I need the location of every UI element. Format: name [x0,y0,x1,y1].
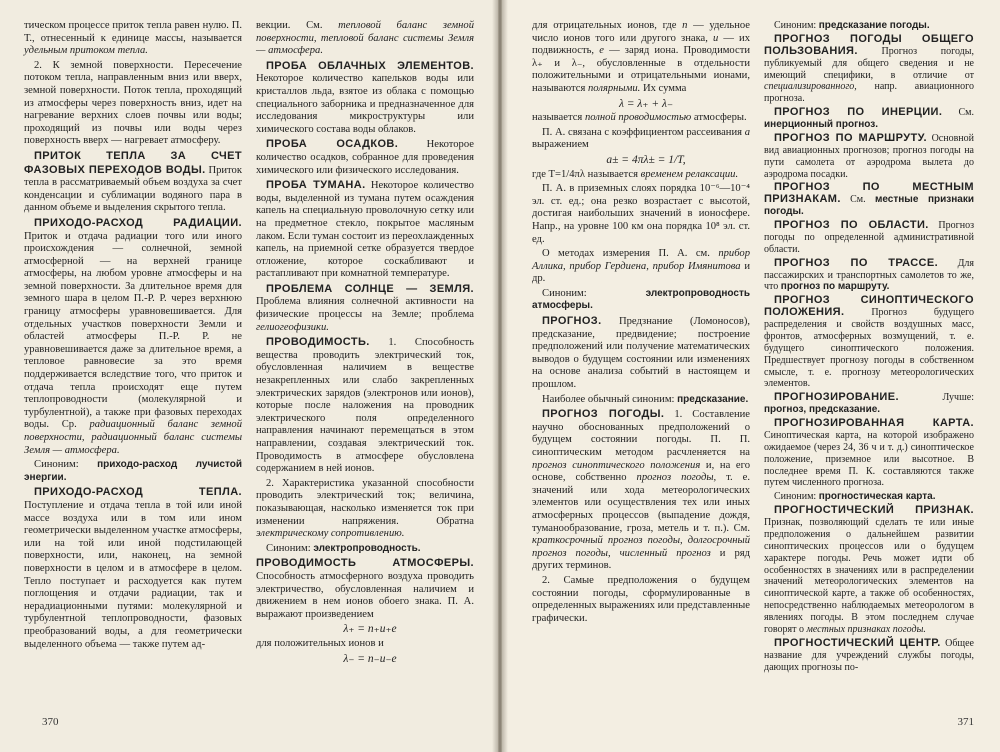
entry-heading: ПРОГНОСТИЧЕСКИЙ ЦЕНТР. [774,636,941,649]
entry-heading: ПРОВОДИМОСТЬ. [266,336,370,349]
entry-text: П. А. связана с коэффициентом рассеивания a выражением [532,126,750,151]
entry-heading: ПРОБА ОБЛАЧНЫХ ЭЛЕМЕНТОВ. [266,59,474,72]
entry-text: 2. Характеристика указанной способности проводить электрический ток; величина, показывающая, насколько изменяется ток при изменении напряжения. Обратна электрическому сопротивлению. [256,477,474,540]
page-number: 370 [42,716,59,728]
entry: ПРОГНОЗИРОВАННАЯ КАРТА. Синоптическая карта, на которой изображено ожидаемое (через 24, 36 ч и т. д.) синоптическое положение, приземное или высотное. В последнее время П. К. составляются также путем численного прогноза. [764,417,974,489]
formula: λ = λ₊ + λ₋ [618,97,674,110]
entry-heading: ПРИХОДО-РАСХОД ТЕПЛА. [34,486,242,499]
entry: ПРОВОДИМОСТЬ АТМОСФЕРЫ. Способность атмосферного воздуха проводить электричество, обусловленная наличием и движением в нем ионов обоего знака. П. А. выражают произведением [256,557,474,620]
book-gutter [492,0,508,752]
entry: ПРОГНОЗ ПОГОДЫ ОБЩЕГО ПОЛЬЗОВАНИЯ. Прогноз погоды, публикуемый для общего сведения и не имеющий специфики, в отличие от специализированного, напр. авиационного прогноза. [764,32,974,105]
entry-heading: ПРОГНОЗ ПО ИНЕРЦИИ. [774,106,943,119]
entry: ПРОВОДИМОСТЬ. 1. Способность вещества проводить электрический ток, обусловленная наличием в веществе незакрепленных или слабо закрепленных электрических зарядов (электронов или ионов), которые после наложения на проводник электрического поля определенного направления начинают перемещаться в этом направлении, создавая электрический ток. Проводимость в атмосфере обусловлена содержанием в ней ионов. [256,336,474,475]
entry-text: где T=1/4πλ называется временем релаксации. [532,168,739,180]
entry: ПРОБЛЕМА СОЛНЦЕ — ЗЕМЛЯ. Проблема влияния солнечной активности на физические процессы на Земле; проблема гелиогеофизики. [256,282,474,333]
entry-heading: ПРОБА ТУМАНА. [266,179,366,192]
entry: ПРОБА ОСАДКОВ. Некоторое количество осадков, собранное для проведения химического или физического исследования. [256,138,474,176]
entry-heading: ПРОГНОЗ ПОГОДЫ. [542,408,665,421]
entry-heading: ПРОГНОСТИЧЕСКИЙ ПРИЗНАК. [774,504,974,517]
entry: ПРИХОДО-РАСХОД ТЕПЛА. Поступление и отдача тепла в той или иной массе воздуха или в том или ином геометрически выделенном участке атмосферы, или на той или иной подстилающей поверхности, или, наконец, на земной поверхности в целом и в атмосфере в целом. Тепло поступает и расходуется как путем поглощения и отдачи радиации, так и нерадиационными путями: молекулярной и турбулентной теплопроводности, фазовых преобразований воды, а для геометрически выделенного объема — также путем ад- [24,486,242,650]
entry: ПРОГНОЗ ПО МАРШРУТУ. Основной вид авиационных прогнозов; прогноз погоды на пути самолета от аэродрома вылета до аэродрома посадки. [764,131,974,180]
entry-heading: ПРОГНОЗ ПО ТРАССЕ. [774,256,939,269]
entry: ПРИТОК ТЕПЛА ЗА СЧЕТ ФАЗОВЫХ ПЕРЕХОДОВ ВОДЫ. Приток тепла в рассматриваемый объем воздуха за счет конденсации и сублимации водяного пара в данном объеме и выделения скрытого тепла. [24,149,242,214]
entry-text: для отрицательных ионов, где n — удельное число ионов того или другого знака, u — их подвижность, e — заряд иона. Проводимости λ₊ и λ₋, обусловленные в отдельности положительными и отрицательными ионами, называются полярными. Их сумма [532,20,751,94]
right-page-column-1 [532,20,750,627]
entry-heading: ПРОГНОЗИРОВАННАЯ КАРТА. [774,417,974,429]
entry-text: 2. Самые предположения о будущем состоянии погоды, сформулированные в определенных выражениях или представленные графически. [532,574,750,624]
entry-text: векции. См. тепловой баланс земной поверхности, тепловой баланс системы Земля — атмосфера. [256,20,474,57]
entry-text: тическом процессе приток тепла равен нулю. П. Т., отнесенный к единице массы, называется удельным притоком тепла. [24,20,242,57]
right-page [502,0,1000,752]
entry: ПРОГНОЗ ПО ОБЛАСТИ. Прогноз погоды по определенной административной области. [764,219,975,255]
entry-heading: ПРОГНОЗ ПО ОБЛАСТИ. [774,219,929,231]
entry-text: для положительных ионов и [256,637,384,649]
entry-text: 2. К земной поверхности. Пересечение потоком тепла, направленным вниз или вверх, земной поверхности. Поток тепла, проходящий из атмосферы через поверхность вниз, идет на нагревание верхних слоев почвы или воды; проходящий из почвы или воды через поверхность вверх — нагревает атмосферу. [24,59,242,147]
entry-heading: ПРОВОДИМОСТЬ АТМОСФЕРЫ. [256,557,474,570]
entry: ПРОГНОСТИЧЕСКИЙ ЦЕНТР. Общее название для учреждений службы погоды, дающих прогнозы по- [764,636,974,673]
synonym: Наиболее обычный синоним: предсказание. [542,393,749,405]
entry: ПРИХОДО-РАСХОД РАДИАЦИИ. Приток и отдача радиации того или иного происхождения — солнечной, земной атмосферной — на верхней границе атмосферы, на любом уровне атмосферы и на земной поверхности. За длительное время для земного шара в целом П.-Р. Р. через верхнюю границу атмосферы уравновешивается. Для отдельных участков поверхности Земли и областей атмосферы П.-Р. Р. не уравновешивается даже за длительное время, а тепловое равновесие за это время поддерживается вследствие того, что приток и отдача тепла происходят еще путем теплопроводности (молекулярной и турбулентной), а также при фазовых переходах воды. Ср. радиационный баланс земной поверхности, радиационный баланс системы Земля — атмосфера. [24,216,243,456]
synonym: Синоним: электропроводность атмосферы. [532,287,750,312]
entry-heading: ПРОГНОЗ СИНОПТИЧЕСКОГО ПОЛОЖЕНИЯ. [764,294,974,319]
left-page-column-1 [24,20,242,653]
entry-heading: ПРОБА ОСАДКОВ. [266,138,399,151]
formula: λ₊ = n₊u₊e [343,623,397,636]
entry-text: называется полной проводимостью атмосферы. [532,112,747,124]
right-page-column-2 [764,20,974,675]
entry-heading: ПРОГНОЗ ПО МАРШРУТУ. [774,131,927,144]
entry-heading: ПРИТОК ТЕПЛА ЗА СЧЕТ ФАЗОВЫХ ПЕРЕХОДОВ ВОДЫ. [24,149,242,176]
entry-heading: ПРОГНОЗ ПОГОДЫ ОБЩЕГО ПОЛЬЗОВАНИЯ. [764,32,974,57]
entry-text: О методах измерения П. А. см. прибор Аллика, прибор Гердиена, прибор Имянитова и др. [532,248,750,285]
entry-text: П. А. в приземных слоях порядка 10⁻⁶—10⁻⁴ эл. ст. ед.; она резко возрастает с высотой, достигая наибольших значений в ионосфере. Напр., на уровне 100 км она порядка 10⁸ эл. ст. ед. [532,183,750,245]
entry: ПРОГНОЗИРОВАНИЕ. Лучше: прогноз, предсказание. [764,391,974,416]
entry: ПРОГНОЗ ПО ТРАССЕ. Для пассажирских и транспортных самолетов то же, что прогноз по маршруту. [764,256,974,293]
page-number: 371 [957,716,974,728]
entry: ПРОГНОСТИЧЕСКИЙ ПРИЗНАК. Признак, позволяющий сделать те или иные предположения о дальнейшем развитии синоптических процессов или о будущем характере погоды. Речь может идти об особенностях в значениях или в распределении значений метеорологических элементов на синоптической карте, а также об особенностях, непосредственно наблюдаемых метеорологом в явлениях погоды. В этом последнем случае говорят о местных признаках погоды. [764,504,974,635]
entry-heading: ПРИХОДО-РАСХОД РАДИАЦИИ. [34,216,242,229]
formula: λ₋ = n₋u₋e [343,652,397,665]
synonym: Синоним: электропроводность. [266,542,421,554]
entry: ПРОГНОЗ ПО ИНЕРЦИИ. См. инерционный прогноз. [764,106,974,130]
entry: ПРОГНОЗ ПОГОДЫ. 1. Составление научно обоснованных предположений о будущем состоянии погоды. П. П. синоптическим методом расчленяется на прогноз синоптического положения и, на его основе, собственно прогноз погоды, т. е. значений или хода метеорологических элементов или осуществления тех или иных атмосферных процессов (выпадение дождя, туманообразование, гроза, метель и т. п.). См. краткосрочный прогноз погоды, долгосрочный прогноз погоды, численный прогноз и ряд других терминов. [532,408,751,572]
entry: ПРОГНОЗ. Предзнание (Ломоносов), предсказание, предвидение; построение предположений или получение математических выводов о будущем состоянии или изменениях на основе анализа событий в настоящем и прошлом. [532,315,750,391]
left-page [0,0,498,752]
entry: ПРОБА ОБЛАЧНЫХ ЭЛЕМЕНТОВ. Некоторое количество капельков воды или кристаллов льда, взятое из облака с помощью специального заборника и предназначенное для исследования микроструктуры или химического состава воды облаков. [256,59,474,135]
entry: ПРОГНОЗ ПО МЕСТНЫМ ПРИЗНАКАМ. См. местные признаки погоды. [764,181,975,218]
synonym: Синоним: прогностическая карта. [774,491,936,503]
synonym: Синоним: приходо-расход лучистой энергии. [24,459,242,483]
entry: ПРОБА ТУМАНА. Некоторое количество воды, выделенной из тумана путем осаждения капель на специальную проволочную сетку или на предметное стекло, покрытое масляным лаком. Если туман состоит из переохлажденных капель, на приемной сетке образуется твердое отложение, которое соскабливают и растапливают при комнатной температуре. [256,179,474,280]
entry-heading: ПРОБЛЕМА СОЛНЦЕ — ЗЕМЛЯ. [266,282,474,295]
left-page-column-2 [256,20,474,667]
entry: ПРОГНОЗ СИНОПТИЧЕСКОГО ПОЛОЖЕНИЯ. Прогноз будущего распределения и свойств воздушных масс, фронтов, атмосферных возмущений, т. е. будущего синоптического положения. Предшествует прогнозу погоды в собственном смысле, т. е. прогнозу метеорологических элементов. [764,294,975,390]
entry-heading: ПРОГНОЗ ПО МЕСТНЫМ ПРИЗНАКАМ. [764,181,974,206]
entry-heading: ПРОГНОЗ. [542,315,602,328]
entry-heading: ПРОГНОЗИРОВАНИЕ. [774,391,899,404]
formula: a± = 4πλ± = 1/T, [606,153,686,166]
synonym: Синоним: предсказание погоды. [774,20,930,31]
